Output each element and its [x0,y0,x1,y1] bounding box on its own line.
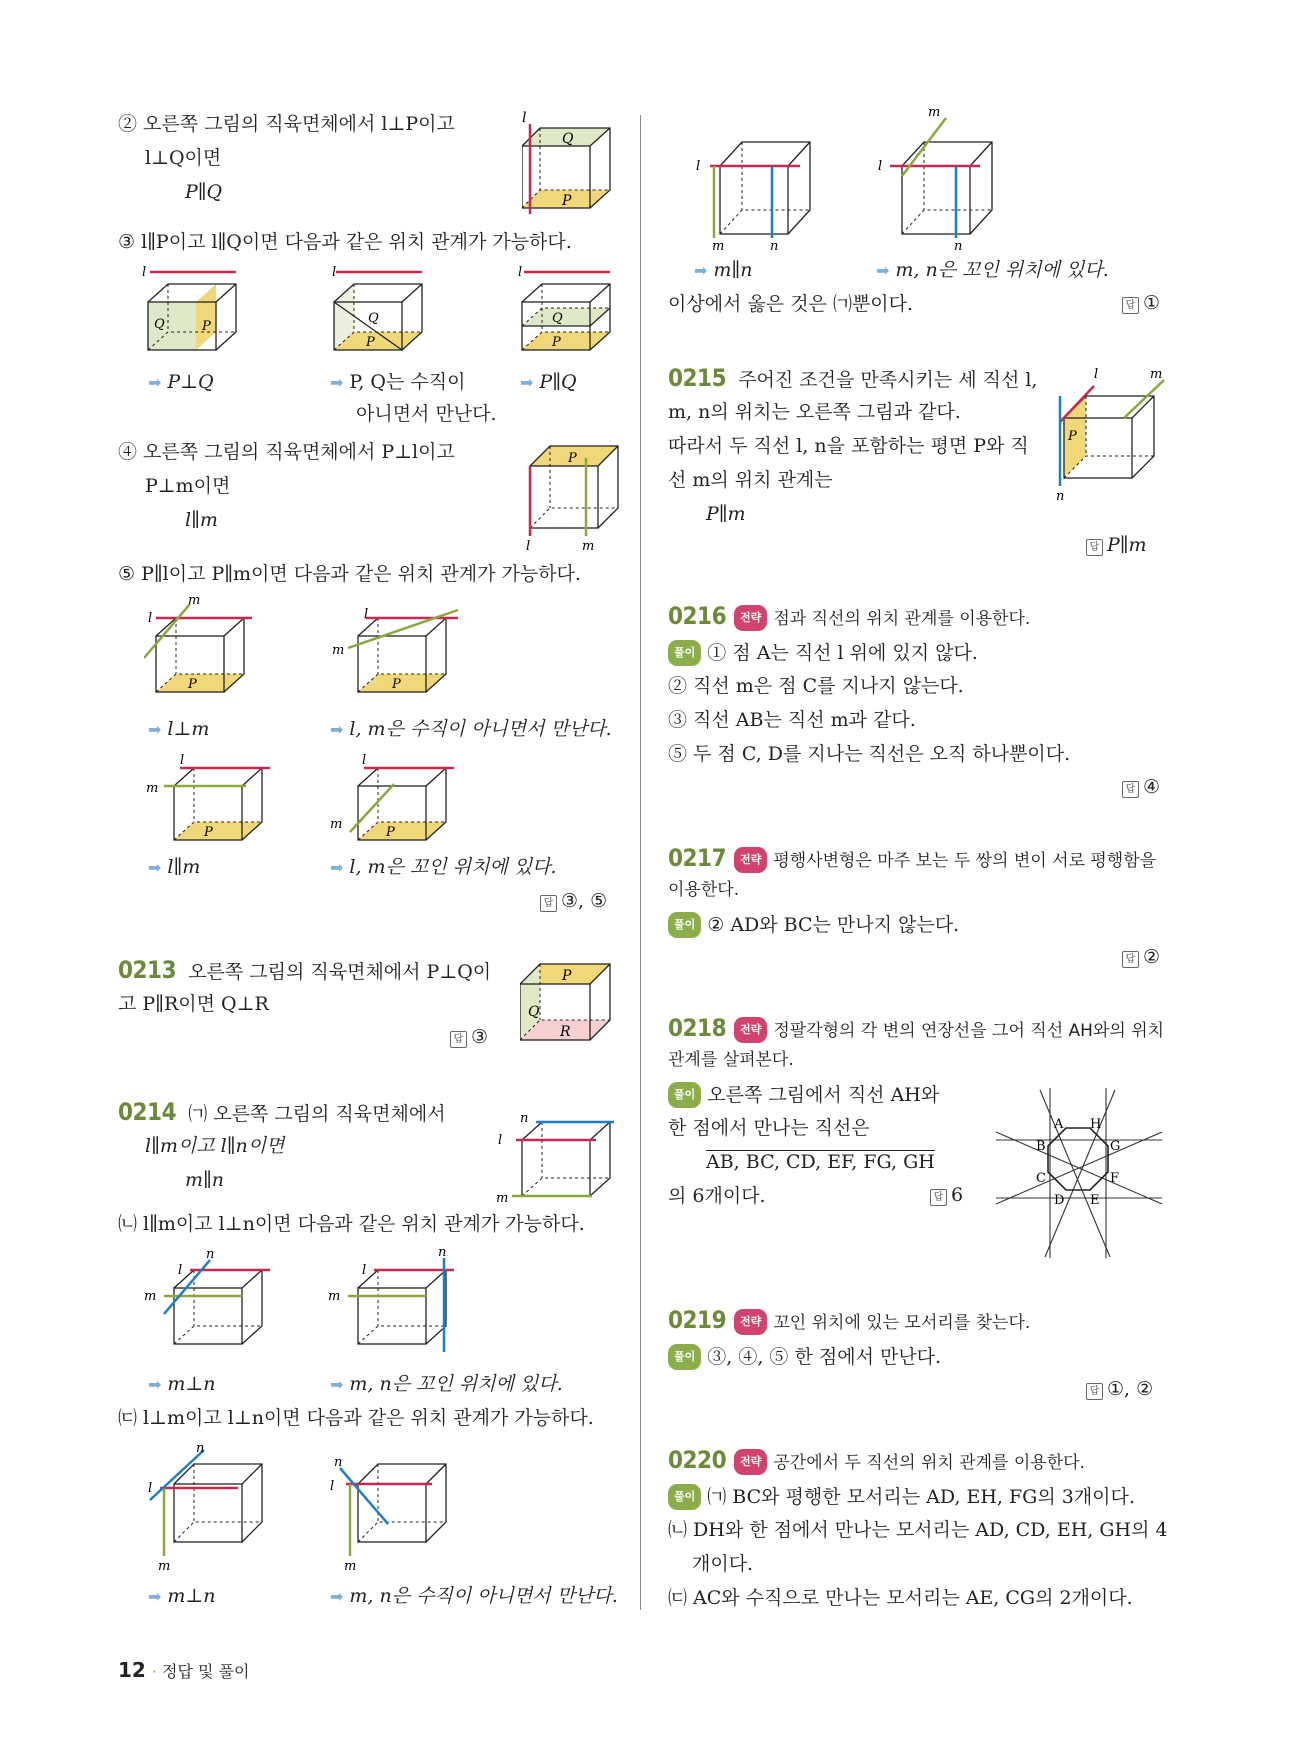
svg-text:l: l [362,1263,367,1278]
svg-text:m: m [146,781,159,796]
svg-text:n: n [954,239,963,254]
svg-text:n: n [520,1111,529,1126]
problem-0218-strat2: 관계를 살펴본다. [668,1050,794,1070]
problem-0217-header: 0217 전략 평행사변형은 마주 보는 두 쌍의 변이 서로 평행함을 [668,844,1157,872]
svg-text:m: m [344,1559,357,1574]
problem-0219-sol1: 풀이 ③, ④, ⑤ 한 점에서 만난다. [668,1344,941,1370]
problem-0213-line1: 0213 오른쪽 그림의 직육면체에서 P⊥Q이 [118,956,492,984]
svg-text:m: m [496,1191,509,1204]
svg-text:n: n [1056,489,1065,502]
svg-text:Q: Q [154,317,165,332]
cube-figure-0214c2 [328,1444,458,1574]
svg-text:m: m [144,1289,157,1304]
vertex-h: H [1090,1117,1102,1132]
item3-caption2b: 아니면서 만난다. [356,403,497,425]
problem-0215-line1: 0215 주어진 조건을 만족시키는 세 직선 l, [668,364,1038,392]
cube-figure-r2 [876,106,1006,254]
answer-0216: 답 ④ [1122,776,1160,798]
svg-text:m: m [188,594,201,608]
cube-figure-0214b1 [144,1248,274,1358]
problem-0214-line2: l∥m이고 l∥n이면 [145,1135,285,1157]
cube-figure-0215 [1054,366,1178,502]
svg-text:P: P [1068,429,1077,444]
item2-line3: P∥Q [185,181,223,203]
problem-0214-c-caption1: ➡ m⊥n [148,1585,216,1607]
svg-text:P: P [392,677,401,692]
cube-figure-0214b2 [328,1248,458,1358]
svg-text:l: l [522,110,527,126]
vertex-e: E [1090,1193,1100,1208]
svg-text:l: l [696,159,701,174]
problem-0215-line2: m, n의 위치는 오른쪽 그림과 같다. [668,401,961,423]
item4-line1: ④ 오른쪽 그림의 직육면체에서 P⊥l이고 [118,441,455,463]
cube-figure-i3a [140,262,250,362]
answer-0219: 답 ①, ② [1086,1378,1153,1400]
problem-0218-sol4: 의 6개이다. [668,1185,766,1207]
cube-figure-i2 [522,110,622,220]
right-conclusion: 이상에서 옳은 것은 ㈀뿐이다. [668,293,914,315]
svg-text:P: P [366,335,375,350]
page-number: 12 [118,1658,146,1682]
svg-text:n: n [438,1248,447,1260]
svg-text:m: m [928,106,941,120]
problem-0216-header: 0216 전략 점과 직선의 위치 관계를 이용한다. [668,602,1031,630]
octagon-figure [990,1082,1170,1262]
problem-0213-line2: 고 P∥R이면 Q⊥R [118,993,269,1015]
svg-text:Q: Q [552,311,563,326]
cube-figure-i3c [514,262,624,362]
problem-0216-sol4: ⑤ 두 점 C, D를 지나는 직선은 오직 하나뿐이다. [668,743,1071,765]
item4-line2: P⊥m이면 [145,475,231,497]
cube-figure-0214c1 [144,1444,274,1574]
svg-text:l: l [148,1481,153,1496]
cube-figure-i4 [522,436,622,552]
svg-text:l: l [148,611,153,626]
svg-text:l: l [1094,367,1099,382]
vertex-f: F [1110,1171,1120,1186]
problem-0218-header: 0218 전략 정팔각형의 각 변의 연장선을 그어 직선 AH와의 위치 [668,1014,1165,1042]
problem-0220-sol2: ㈁ DH와 한 점에서 만나는 모서리는 AD, CD, EH, GH의 4 [668,1519,1168,1541]
svg-text:l: l [364,607,369,622]
vertex-a: A [1054,1117,1064,1132]
svg-text:l: l [178,1263,183,1278]
problem-0220-sol4: ㈂ AC와 수직으로 만나는 모서리는 AE, CG의 2개이다. [668,1587,1133,1609]
svg-text:Q: Q [368,311,379,326]
item3-caption3: ➡ P∥Q [520,371,577,393]
svg-text:P: P [204,825,213,840]
svg-text:m: m [1150,367,1163,382]
problem-0218-sol3: AB, BC, CD, EF, FG, GH [706,1151,935,1173]
svg-text:P: P [568,451,577,466]
svg-text:l: l [518,265,523,280]
answer-0215: 답 P∥m [1086,534,1147,556]
svg-text:P: P [188,677,197,692]
svg-text:l: l [332,265,337,280]
right-caption2: ➡ m, n은 꼬인 위치에 있다. [876,259,1109,281]
item4-line3: l∥m [185,509,218,531]
item5-line: ⑤ P∥l이고 P∥m이면 다음과 같은 위치 관계가 가능하다. [118,563,581,585]
cube-figure-i3b [326,262,436,362]
item5-caption1: ➡ l⊥m [148,718,210,740]
problem-0220-sol3: 개이다. [692,1553,754,1575]
problem-0220-sol1: 풀이 ㈀ BC와 평행한 모서리는 AD, EH, FG의 3개이다. [668,1484,1135,1510]
svg-text:l: l [526,539,531,552]
problem-0214-line3: m∥n [185,1169,225,1191]
svg-text:R: R [560,1024,571,1040]
cube-figure-i5a [144,594,264,704]
vertex-b: B [1036,1139,1046,1154]
svg-text:m: m [330,817,343,832]
svg-text:n: n [206,1248,215,1262]
svg-text:l: l [498,1133,503,1148]
vertex-g: G [1110,1139,1121,1154]
svg-text:P: P [386,825,395,840]
problem-0214-line1: 0214 ㈀ 오른쪽 그림의 직육면체에서 [118,1098,446,1126]
problem-0219-header: 0219 전략 꼬인 위치에 있는 모서리를 찾는다. [668,1306,1031,1334]
column-divider [640,115,641,1610]
cube-figure-i5c [144,750,274,850]
svg-text:n: n [770,239,779,254]
item2-line1: ② 오른쪽 그림의 직육면체에서 l⊥P이고 [118,113,455,135]
answer-0214: 답 ① [1122,292,1160,314]
problem-0215-line4: 선 m의 위치 관계는 [668,469,833,491]
cube-figure-0214 [496,1100,626,1204]
svg-text:m: m [158,1559,171,1574]
problem-0217-sol1: 풀이 ② AD와 BC는 만나지 않는다. [668,912,959,938]
svg-text:P: P [562,968,572,984]
svg-text:l: l [330,1479,335,1494]
svg-text:n: n [334,1455,343,1470]
svg-text:P: P [202,319,211,334]
vertex-d: D [1054,1193,1065,1208]
item5-caption4: ➡ l, m은 꼬인 위치에 있다. [330,856,557,878]
problem-0214-c-caption2: ➡ m, n은 수직이 아니면서 만난다. [330,1585,618,1607]
svg-text:l: l [362,753,367,768]
problem-0215-line5: P∥m [706,503,746,525]
problem-0217-strat2: 이용한다. [668,880,740,900]
item5-caption2: ➡ l, m은 수직이 아니면서 만난다. [330,718,612,740]
answer-0213: 답 ③ [450,1026,488,1048]
cube-figure-i5d [328,750,458,850]
svg-text:m: m [332,643,345,658]
problem-0218-sol1: 풀이 오른쪽 그림에서 직선 AH와 [668,1082,939,1108]
item3-caption2: ➡ P, Q는 수직이 [330,371,466,393]
svg-text:m: m [328,1289,341,1304]
problem-0214-b: ㈁ l∥m이고 l⊥n이면 다음과 같은 위치 관계가 가능하다. [118,1213,585,1235]
problem-0216-sol3: ③ 직선 AB는 직선 m과 같다. [668,709,916,731]
svg-text:Q: Q [562,131,574,147]
svg-text:P: P [552,335,561,350]
svg-text:n: n [196,1444,205,1456]
item3-line: ③ l∥P이고 l∥Q이면 다음과 같은 위치 관계가 가능하다. [118,231,572,253]
problem-0218-sol2: 한 점에서 만나는 직선은 [668,1117,870,1139]
problem-0214-b-caption1: ➡ m⊥n [148,1373,216,1395]
cube-figure-i5b [328,594,468,704]
item3-caption1: ➡ P⊥Q [148,371,214,393]
item5-caption3: ➡ l∥m [148,856,201,878]
cube-figure-r1 [690,114,820,254]
svg-text:l: l [142,265,147,280]
item2-line2: l⊥Q이면 [145,147,222,169]
svg-text:l: l [878,159,883,174]
right-caption1: ➡ m∥n [694,259,753,281]
svg-text:m: m [712,239,725,254]
cube-figure-0213 [520,956,620,1056]
svg-text:Q: Q [528,1004,540,1020]
problem-0214-b-caption2: ➡ m, n은 꼬인 위치에 있다. [330,1373,563,1395]
problem-0220-header: 0220 전략 공간에서 두 직선의 위치 관계를 이용한다. [668,1446,1085,1474]
problem-0214-c: ㈂ l⊥m이고 l⊥n이면 다음과 같은 위치 관계가 가능하다. [118,1407,594,1429]
problem-0215-line3: 따라서 두 직선 l, n을 포함하는 평면 P와 직 [668,435,1029,457]
answer-0218: 답 6 [930,1184,963,1206]
answer-0212: 답 ③, ⑤ [540,890,607,912]
answer-0217: 답 ② [1122,946,1160,968]
vertex-c: C [1036,1171,1046,1186]
svg-text:m: m [582,539,595,552]
problem-0216-sol1: 풀이 ① 점 A는 직선 l 위에 있지 않다. [668,640,978,666]
svg-text:l: l [180,753,185,768]
page-footer: 12 · 정답 및 풀이 [118,1658,250,1682]
problem-0216-sol2: ② 직선 m은 점 C를 지나지 않는다. [668,675,964,697]
footer-title: 정답 및 풀이 [162,1662,250,1681]
svg-text:P: P [562,193,572,209]
